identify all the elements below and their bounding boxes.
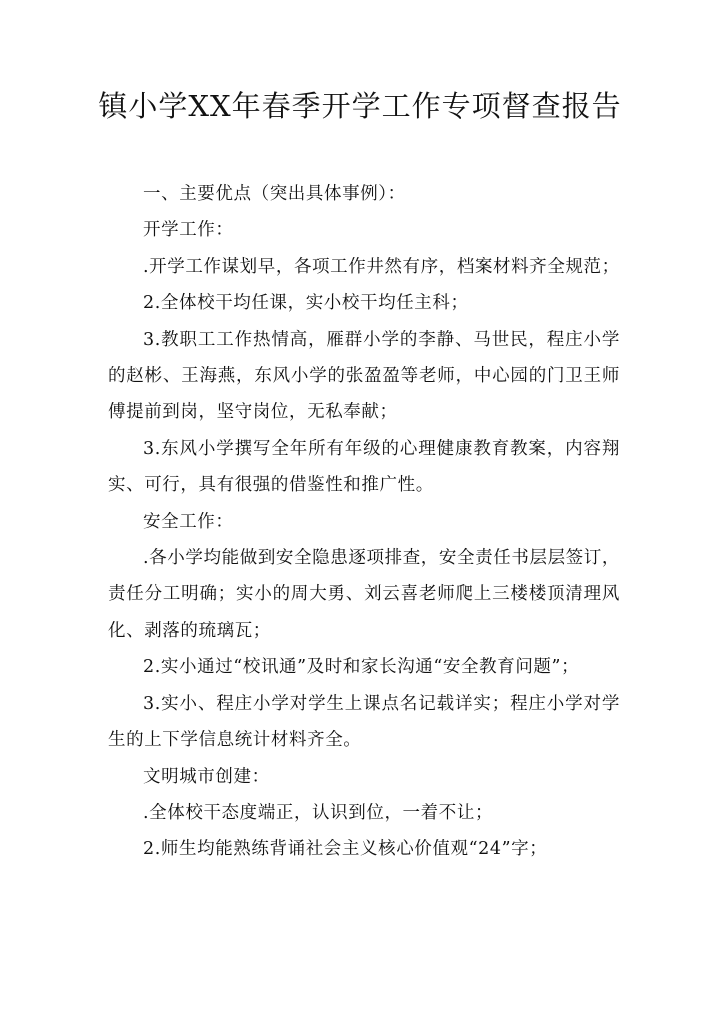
paragraph: 2.师生均能熟练背诵社会主义核心价值观“24”字； bbox=[143, 839, 548, 860]
section-heading-strengths: 一、主要优点（突出具体事例）： bbox=[143, 184, 406, 204]
paragraph: 2.实小通过“校讯通”及时和家长沟通“安全教育问题”； bbox=[143, 657, 580, 678]
subheading-civilized-city: 文明城市创建： bbox=[143, 766, 270, 787]
paragraph: 3.东风小学撰写全年所有年级的心理健康教育教案，内容翔实、可行，具有很强的借鉴性和推广性。 bbox=[108, 438, 620, 496]
paragraph: 3.实小、程庄小学对学生上课点名记载详实；程庄小学对学生的上下学信息统计材料齐全。 bbox=[108, 693, 620, 751]
paragraph: .各小学均能做到安全隐患逐项排查，安全责任书层层签订，责任分工明确；实小的周大勇、刘云喜老师爬上三楼楼顶清理风化、剥落的琉璃瓦； bbox=[108, 548, 620, 641]
paragraph: .全体校干态度端正，认识到位，一着不让； bbox=[143, 802, 494, 823]
document-body bbox=[108, 176, 620, 868]
subheading-safety: 安全工作： bbox=[143, 511, 234, 532]
subheading-school-start: 开学工作： bbox=[143, 220, 234, 241]
paragraph: 3.教职工工作热情高，雁群小学的李静、马世民，程庄小学的赵彬、王海燕，东风小学的张盈盈等老师，中心园的门卫王师傅提前到岗，坚守岗位，无私奉献； bbox=[108, 329, 620, 423]
paragraph: .开学工作谋划早，各项工作井然有序，档案材料齐全规范； bbox=[143, 256, 620, 277]
document-title: 镇小学XX年春季开学工作专项督查报告 bbox=[98, 89, 622, 123]
paragraph: 2.全体校干均任课，实小校干均任主科； bbox=[143, 293, 469, 314]
